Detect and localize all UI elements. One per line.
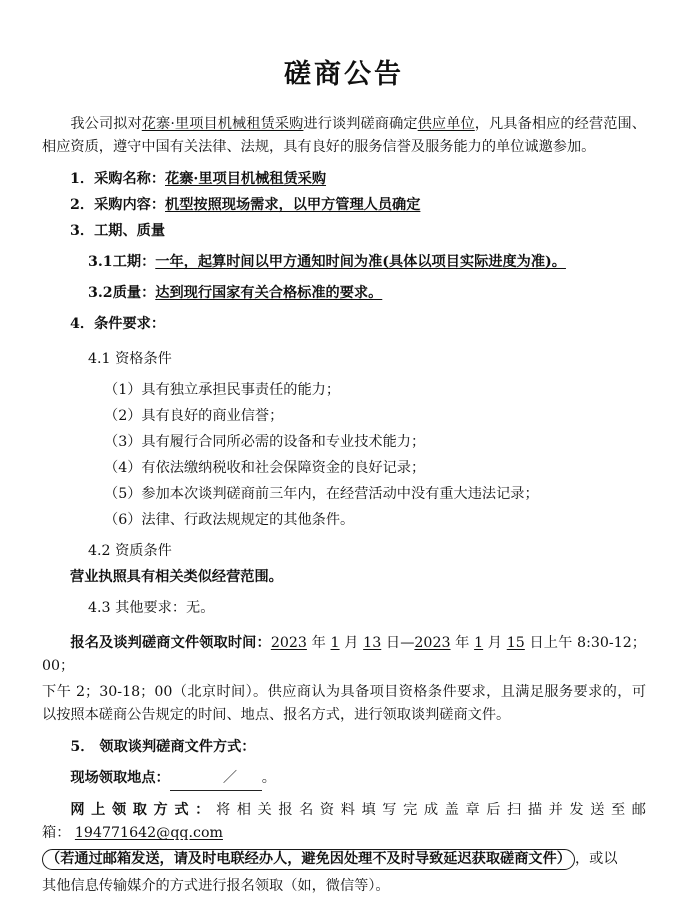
item-2 [42, 194, 646, 217]
item-5-no: 5． [70, 739, 95, 755]
qualification-item: （1）具有独立承担民事责任的能力； [104, 382, 341, 398]
item-4-label: 条件要求： [94, 316, 166, 332]
section-4-2-no: 4.2 [88, 543, 111, 559]
section-4-3-label: 其他要求：无。 [115, 600, 215, 616]
onsite-pickup [42, 767, 646, 791]
onsite-pickup-period: 。 [261, 770, 276, 786]
registration-paragraph [42, 632, 646, 678]
item-5 [42, 736, 646, 759]
online-pickup [42, 799, 646, 845]
item-3-label: 工期、质量 [94, 223, 166, 239]
online-pickup-tail-1: ，或以 [574, 851, 618, 867]
qualification-item: （3）具有履行合同所必需的设备和专业技术能力； [104, 434, 426, 450]
registration-month-unit-2: 月 [487, 635, 503, 651]
item-3-1-value: 一年，起算时间以甲方通知时间为准(具体以项目实际进度为准)。 [155, 254, 566, 270]
intro-supplier: 供应单位 [417, 116, 475, 132]
item-1 [42, 168, 646, 191]
intro-project-name: 花寨·里项目机械租赁采购 [141, 116, 304, 132]
registration-paragraph-cont [42, 681, 646, 727]
onsite-pickup-blank [170, 767, 262, 791]
intro-middle: 进行谈判磋商确定 [303, 116, 418, 132]
section-4-3-no: 4.3 [88, 600, 111, 616]
section-4-2-text: 营业执照具有相关类似经营范围。 [70, 569, 283, 585]
section-4-3 [42, 597, 646, 620]
online-pickup-label: 网上领取方式： [70, 802, 216, 818]
item-4-no: 4． [70, 316, 95, 332]
item-3-2-value: 达到现行国家有关合格标准的要求。 [155, 285, 383, 301]
registration-year-1: 2023 [270, 635, 307, 651]
section-4-2 [42, 540, 646, 563]
section-4-1-label: 资格条件 [115, 351, 172, 367]
registration-time-pm: 下午 2；30-18；00（北京时间）。 [42, 684, 268, 700]
qualification-item: （5）参加本次谈判磋商前三年内，在经营活动中没有重大违法记录； [104, 486, 539, 502]
registration-month-1: 1 [330, 635, 340, 651]
registration-tail: 供应商认为具备项目资格条件要求，且满足服务要求的，可以按照本磋商公告规定的时间、地点、报名方式，进行领取谈判磋商文件。 [42, 684, 647, 723]
onsite-pickup-label: 现场领取地点： [70, 770, 170, 786]
online-pickup-tail-line: 其他信息传输媒介的方式进行报名领取（如，微信等）。 [42, 878, 390, 894]
online-pickup-email: 194771642@qq.com [74, 825, 223, 841]
registration-month-2: 1 [474, 635, 484, 651]
qualification-item: （4）有依法缴纳税收和社会保障资金的良好记录； [104, 460, 426, 476]
item-2-label: 采购内容： [94, 197, 166, 213]
item-3-2-label: 质量： [112, 285, 156, 301]
registration-year-unit-2: 年 [455, 635, 470, 651]
section-4-1 [42, 348, 646, 371]
qualification-item: （2）具有良好的商业信誉； [104, 408, 284, 424]
registration-label: 报名及谈判磋商文件领取时间： [70, 635, 271, 651]
registration-day-unit: 日 [385, 635, 401, 651]
onsite-pickup-slash: ／ [222, 770, 238, 786]
item-3-2-no: 3.2 [88, 285, 113, 301]
item-3-1-label: 工期： [112, 254, 156, 270]
item-2-no: 2． [70, 197, 95, 213]
registration-day-unit-2: 日 [529, 635, 544, 651]
registration-time-am: 上午 8:30-12；00； [42, 635, 646, 674]
qualification-item: （6）法律、行政法规规定的其他条件。 [104, 512, 355, 528]
intro-prefix: 我公司拟对 [70, 116, 142, 132]
online-pickup-text: 将相关报名资料填写完成盖章后扫描并发送至邮箱： [42, 802, 646, 841]
intro-suffix: ，凡具备相应的经营范围、相应资质，遵守中国有关法律、法规，具有良好的服务信誉及服务能力的单位诚邀参加。 [42, 116, 646, 155]
item-1-no: 1． [70, 171, 95, 187]
intro-paragraph [42, 113, 646, 159]
item-5-label: 领取谈判磋商文件方式： [99, 739, 256, 755]
item-3 [42, 220, 646, 243]
registration-dash: — [400, 635, 415, 651]
section-4-1-no: 4.1 [88, 351, 111, 367]
item-3-2 [42, 282, 646, 305]
online-pickup-boxed-note: （若通过邮箱发送，请及时电联经办人，避免因处理不及时导致延迟获取磋商文件） [42, 849, 575, 870]
registration-year-unit: 年 [311, 635, 326, 651]
registration-year-2: 2023 [414, 635, 451, 651]
registration-day-2: 15 [506, 635, 525, 651]
item-1-value: 花寨·里项目机械租赁采购 [165, 171, 327, 187]
page-title: 磋商公告 [284, 59, 404, 90]
item-1-label: 采购名称： [94, 171, 166, 187]
item-3-1-no: 3.1 [88, 254, 113, 270]
item-4 [42, 313, 646, 336]
item-3-1 [42, 251, 646, 274]
item-3-no: 3． [70, 223, 95, 239]
item-2-value: 机型按照现场需求，以甲方管理人员确定 [165, 197, 421, 213]
registration-day-1: 13 [363, 635, 382, 651]
registration-month-unit: 月 [344, 635, 359, 651]
section-4-2-label: 资质条件 [115, 543, 172, 559]
